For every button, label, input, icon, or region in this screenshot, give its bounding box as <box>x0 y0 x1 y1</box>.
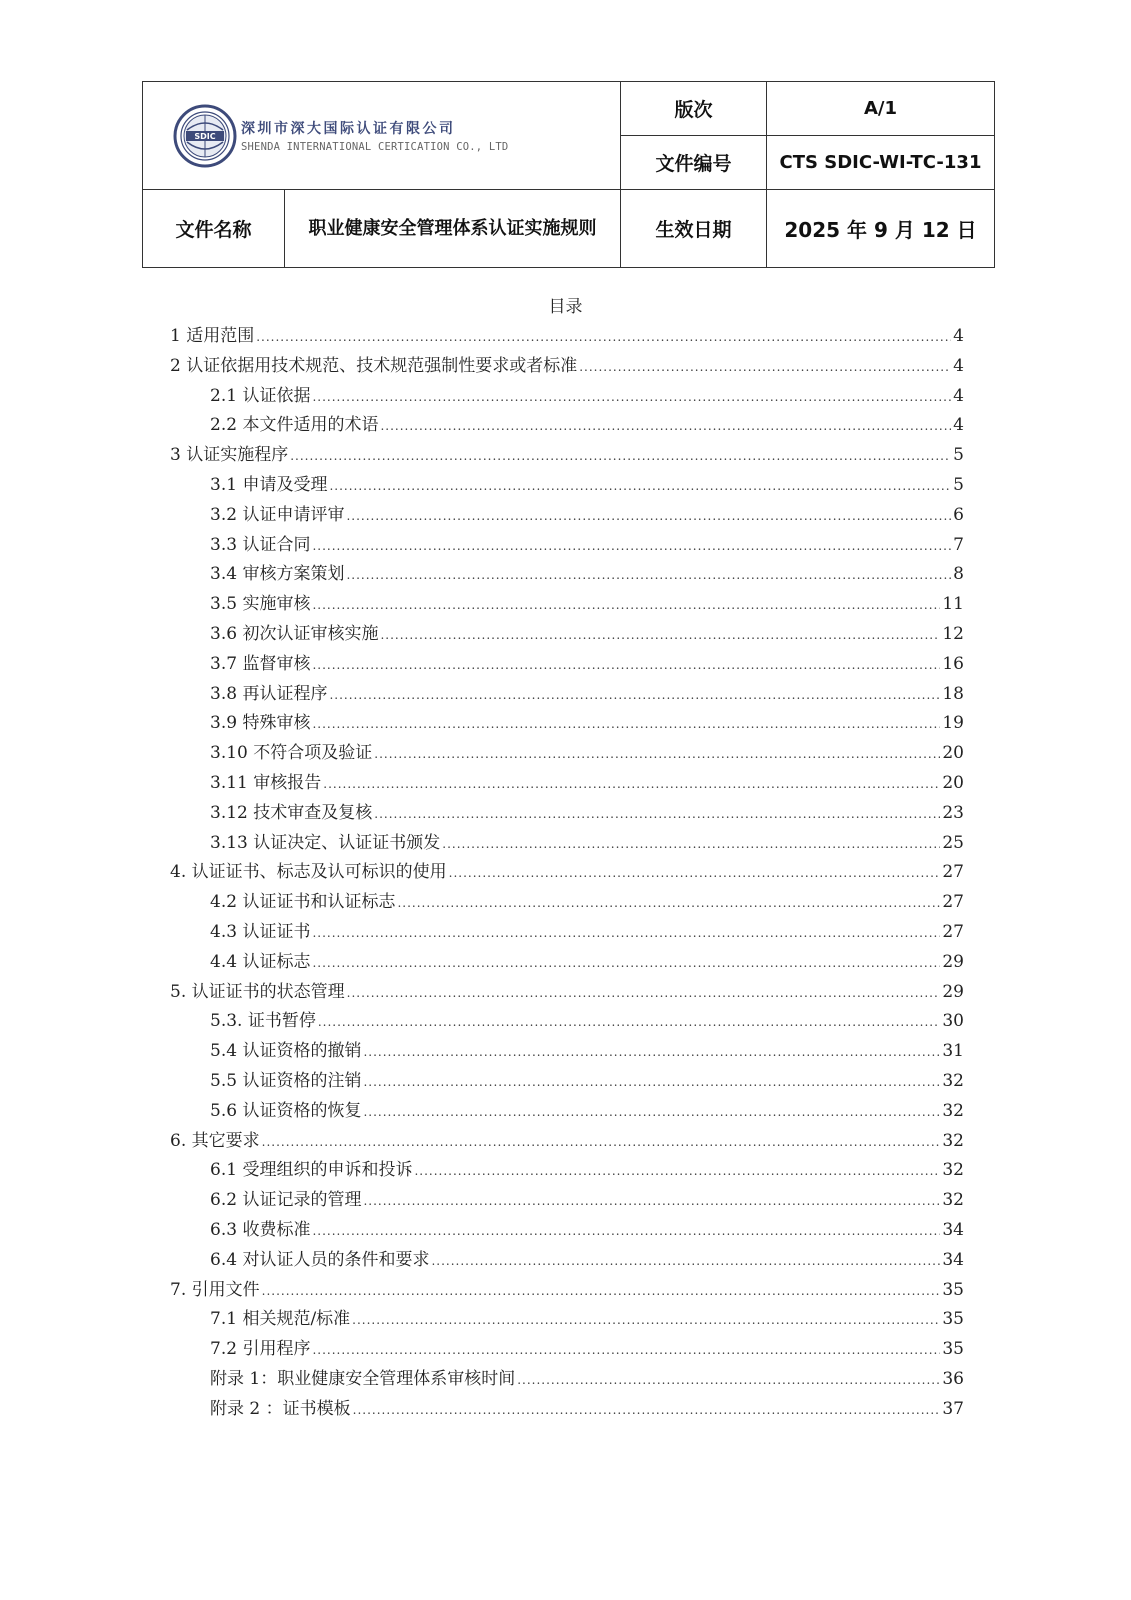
toc-entry-text: 3.7 监督审核 <box>210 653 311 674</box>
toc-entry-text: 4.3 认证证书 <box>210 921 311 942</box>
toc-entry[interactable] <box>170 1096 964 1126</box>
toc-entry[interactable] <box>170 381 964 411</box>
toc-entry-page: 37 <box>942 1398 964 1419</box>
toc-entry-text: 5. 认证证书的状态管理 <box>170 981 345 1002</box>
toc-leader-dots <box>363 1194 940 1208</box>
toc-entry-text: 2 认证依据用技术规范、技术规范强制性要求或者标准 <box>170 355 578 376</box>
toc-leader-dots <box>517 1373 940 1387</box>
toc-entry[interactable] <box>170 947 964 977</box>
toc-entry-page: 25 <box>942 832 964 853</box>
toc-entry[interactable] <box>170 1215 964 1245</box>
doc-number-label: 文件编号 <box>621 136 767 190</box>
toc-entry-text: 6. 其它要求 <box>170 1130 260 1151</box>
toc-leader-dots <box>262 1284 941 1298</box>
toc-entry[interactable] <box>170 1245 964 1275</box>
toc-entry-text: 3.6 初次认证审核实施 <box>210 623 379 644</box>
toc-entry-text: 7.2 引用程序 <box>210 1339 311 1360</box>
toc-entry[interactable] <box>170 470 964 500</box>
toc-entry-text: 3.13 认证决定、认证证书颁发 <box>210 832 441 853</box>
toc-entry-text: 5.6 认证资格的恢复 <box>210 1100 362 1121</box>
toc-entry-text: 附录 2 ：证书模板 <box>210 1398 351 1419</box>
toc-entry-page: 23 <box>942 802 964 823</box>
toc-entry[interactable] <box>170 1066 964 1096</box>
logo-text: SDIC <box>194 131 216 141</box>
toc-entry[interactable] <box>170 1304 964 1334</box>
toc-entry-text: 附录 1：职业健康安全管理体系审核时间 <box>210 1368 516 1389</box>
toc-entry-page: 27 <box>942 862 964 883</box>
effective-date-label: 生效日期 <box>621 190 767 268</box>
toc-entry-text: 6.2 认证记录的管理 <box>210 1190 362 1211</box>
toc-entry-text: 4.4 认证标志 <box>210 951 311 972</box>
version-label: 版次 <box>621 82 767 136</box>
toc-entry[interactable] <box>170 351 964 381</box>
toc-entry[interactable] <box>170 1006 964 1036</box>
toc-entry[interactable] <box>170 1275 964 1305</box>
toc-entry-page: 27 <box>942 921 964 942</box>
document-header-table <box>142 81 995 268</box>
toc-entry[interactable] <box>170 649 964 679</box>
toc-entry-text: 5.4 认证资格的撤销 <box>210 1041 362 1062</box>
toc-entry[interactable] <box>170 1364 964 1394</box>
toc-entry-page: 32 <box>942 1160 964 1181</box>
toc-entry-page: 30 <box>942 1011 964 1032</box>
toc-leader-dots <box>347 986 941 1000</box>
toc-leader-dots <box>374 747 940 761</box>
company-name-cn: 深圳市深大国际认证有限公司 <box>241 121 456 137</box>
toc-entry-page: 32 <box>942 1100 964 1121</box>
toc-entry[interactable] <box>170 887 964 917</box>
effective-date-value: 2025 年 9 月 12 日 <box>767 190 995 268</box>
toc-entry-text: 3 认证实施程序 <box>170 445 289 466</box>
toc-entry-page: 5 <box>953 474 964 495</box>
toc-entry[interactable] <box>170 321 964 351</box>
toc-entry-text: 2.1 认证依据 <box>210 385 311 406</box>
toc-entry[interactable] <box>170 708 964 738</box>
toc-entry-page: 4 <box>953 326 964 346</box>
toc-entry[interactable] <box>170 410 964 440</box>
toc-leader-dots <box>318 1015 941 1029</box>
toc-leader-dots <box>363 1075 940 1089</box>
toc-entry-text: 2.2 本文件适用的术语 <box>210 415 379 436</box>
toc-entry-page: 29 <box>942 981 964 1002</box>
doc-number-value: CTS SDIC-WI-TC-131 <box>767 136 995 190</box>
toc-leader-dots <box>262 1135 941 1149</box>
toc-leader-dots <box>346 568 951 582</box>
toc-entry[interactable] <box>170 857 964 887</box>
toc-entry-page: 6 <box>953 504 964 525</box>
toc-leader-dots <box>329 479 951 493</box>
toc-entry[interactable] <box>170 619 964 649</box>
toc-entry[interactable] <box>170 1155 964 1185</box>
toc-leader-dots <box>323 777 940 791</box>
toc-entry-page: 35 <box>942 1309 964 1330</box>
toc-entry-text: 1 适用范围 <box>170 326 255 346</box>
toc-entry-page: 16 <box>942 653 964 674</box>
toc-entry[interactable] <box>170 768 964 798</box>
version-value: A/1 <box>767 82 995 136</box>
company-seal-icon <box>173 104 237 168</box>
toc-entry[interactable] <box>170 1126 964 1156</box>
toc-entry-page: 32 <box>942 1070 964 1091</box>
toc-entry-text: 4.2 认证证书和认证标志 <box>210 892 396 913</box>
toc-leader-dots <box>353 1403 941 1417</box>
company-logo <box>143 104 620 168</box>
toc-entry[interactable] <box>170 1394 964 1424</box>
toc-leader-dots <box>312 598 940 612</box>
toc-entry-text: 5.3. 证书暂停 <box>210 1011 316 1032</box>
toc-entry-text: 5.5 认证资格的注销 <box>210 1070 362 1091</box>
toc-entry-page: 36 <box>942 1368 964 1389</box>
toc-leader-dots <box>312 926 940 940</box>
toc-entry[interactable] <box>170 440 964 470</box>
toc-entry-page: 5 <box>953 445 964 466</box>
toc-entry[interactable] <box>170 500 964 530</box>
toc-entry-text: 4. 认证证书、标志及认可标识的使用 <box>170 862 447 883</box>
toc-entry[interactable] <box>170 589 964 619</box>
toc-leader-dots <box>352 1313 940 1327</box>
toc-entry[interactable] <box>170 798 964 828</box>
toc-leader-dots <box>363 1045 940 1059</box>
toc-entry[interactable] <box>170 559 964 589</box>
toc-entry[interactable] <box>170 738 964 768</box>
toc-entry-page: 27 <box>942 892 964 913</box>
toc-entry-text: 7. 引用文件 <box>170 1279 260 1300</box>
toc-leader-dots <box>290 449 951 463</box>
toc-entry-page: 20 <box>942 772 964 793</box>
toc-leader-dots <box>431 1254 940 1268</box>
toc-leader-dots <box>442 837 940 851</box>
toc-leader-dots <box>312 956 940 970</box>
toc-leader-dots <box>312 658 940 672</box>
toc-leader-dots <box>579 360 951 374</box>
toc-entry-text: 6.4 对认证人员的条件和要求 <box>210 1249 430 1270</box>
toc-leader-dots <box>380 628 940 642</box>
company-name-en: SHENDA INTERNATIONAL CERTICATION CO., LTD <box>241 141 509 153</box>
toc-entry-page: 35 <box>942 1279 964 1300</box>
toc-leader-dots <box>380 419 951 433</box>
toc-entry-page: 20 <box>942 743 964 764</box>
toc-entry-text: 3.9 特殊审核 <box>210 713 311 734</box>
toc-leader-dots <box>312 539 951 553</box>
toc-title: 目录 <box>548 297 583 317</box>
toc-leader-dots <box>256 330 951 344</box>
toc-entry-page: 32 <box>942 1130 964 1151</box>
toc-entry[interactable] <box>170 679 964 709</box>
toc-entry-text: 3.11 审核报告 <box>210 772 322 793</box>
toc-entry-text: 3.4 审核方案策划 <box>210 564 345 585</box>
toc-entry-page: 19 <box>942 713 964 734</box>
toc-entry-page: 34 <box>942 1249 964 1270</box>
toc-entry-page: 7 <box>953 534 964 555</box>
toc-entry-page: 35 <box>942 1339 964 1360</box>
toc-entry-text: 3.8 再认证程序 <box>210 683 328 704</box>
toc-entry-text: 3.2 认证申请评审 <box>210 504 345 525</box>
toc-entry-page: 29 <box>942 951 964 972</box>
doc-name-label: 文件名称 <box>143 190 285 268</box>
doc-name-value: 职业健康安全管理体系认证实施规则 <box>285 190 621 268</box>
toc-entry-page: 18 <box>942 683 964 704</box>
toc-entry-page: 32 <box>942 1190 964 1211</box>
toc-leader-dots <box>374 807 940 821</box>
toc-entry[interactable] <box>170 530 964 560</box>
toc-entry-page: 4 <box>953 355 964 376</box>
toc-entry-page: 4 <box>953 385 964 406</box>
toc-leader-dots <box>329 688 940 702</box>
toc-entry-page: 34 <box>942 1219 964 1240</box>
toc-entry[interactable] <box>170 917 964 947</box>
toc-entry-text: 3.3 认证合同 <box>210 534 311 555</box>
toc-leader-dots <box>312 1343 940 1357</box>
toc-leader-dots <box>449 866 941 880</box>
toc-entry-text: 3.1 申请及受理 <box>210 474 328 495</box>
toc-entry-page: 8 <box>953 564 964 585</box>
toc-entry-page: 4 <box>953 415 964 436</box>
toc-entry[interactable] <box>170 1334 964 1364</box>
toc-leader-dots <box>312 717 940 731</box>
toc-entry-text: 7.1 相关规范/标准 <box>210 1309 351 1330</box>
toc-entry[interactable] <box>170 1185 964 1215</box>
toc-entry-text: 3.5 实施审核 <box>210 594 311 615</box>
toc-entry[interactable] <box>170 828 964 858</box>
toc-entry-text: 3.10 不符合项及验证 <box>210 743 373 764</box>
toc-entry-page: 31 <box>942 1041 964 1062</box>
toc-entry-text: 6.3 收费标准 <box>210 1219 311 1240</box>
toc-entry-page: 11 <box>942 594 964 615</box>
toc-leader-dots <box>414 1164 940 1178</box>
toc-leader-dots <box>346 509 951 523</box>
toc-entry[interactable] <box>170 977 964 1007</box>
toc-entry-text: 3.12 技术审查及复核 <box>210 802 373 823</box>
toc-leader-dots <box>363 1105 940 1119</box>
table-of-contents <box>170 321 964 1423</box>
company-logo-cell <box>143 82 621 190</box>
toc-entry-page: 12 <box>942 623 964 644</box>
toc-entry[interactable] <box>170 1036 964 1066</box>
toc-leader-dots <box>397 896 940 910</box>
toc-entry-text: 6.1 受理组织的申诉和投诉 <box>210 1160 413 1181</box>
toc-leader-dots <box>312 390 951 404</box>
toc-leader-dots <box>312 1224 940 1238</box>
